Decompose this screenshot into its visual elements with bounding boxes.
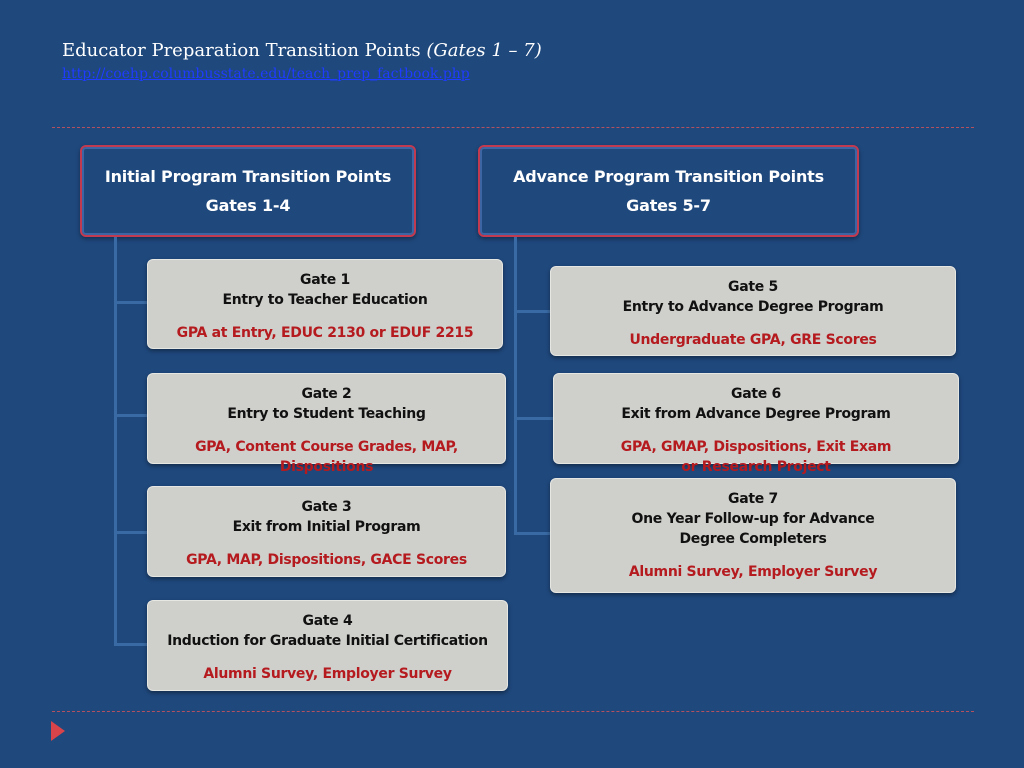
gate-1-label: Gate 1: [300, 272, 350, 288]
initial-connector-branch-3: [114, 531, 148, 534]
advance-program-gates-label: Gates 5-7: [626, 196, 711, 215]
initial-connector-branch-2: [114, 414, 148, 417]
gate-5-box: [550, 266, 956, 356]
gate-7-label: Gate 7: [728, 491, 778, 507]
initial-program-gates-label: Gates 1-4: [205, 196, 291, 215]
advance-connector-branch-3: [514, 532, 551, 535]
gate-2-label: Gate 2: [301, 386, 352, 402]
gate-3-box: [147, 486, 506, 577]
title-main: Educator Preparation Transition Points: [62, 40, 427, 61]
gate-6-label: Gate 6: [731, 386, 781, 402]
bottom-divider: [52, 711, 974, 712]
play-triangle-icon: [51, 721, 65, 741]
gate-5-name: Entry to Advance Degree Program: [622, 299, 884, 315]
advance-program-header: [478, 145, 859, 237]
gate-6-box: [553, 373, 959, 475]
slide-title: [62, 40, 542, 61]
initial-connector-trunk: [114, 237, 117, 646]
gate-2-detail: GPA, Content Course Grades, MAP,: [195, 439, 458, 455]
gate-2-detail-line2: Dispositions: [279, 459, 374, 475]
factbook-link[interactable]: http://coehp.columbusstate.edu/teach_prep_factbook.php: [62, 66, 470, 82]
gate-1-box: [147, 259, 503, 349]
advance-connector-branch-2: [514, 417, 554, 420]
gate-4-label: Gate 4: [302, 613, 353, 629]
initial-program-heading: Initial Program Transition Points: [104, 167, 392, 186]
gate-6-detail: GPA, GMAP, Dispositions, Exit Exam: [620, 439, 892, 455]
initial-program-header: [80, 145, 416, 237]
initial-connector-branch-1: [114, 301, 148, 304]
gate-6-name: Exit from Advance Degree Program: [621, 406, 891, 422]
top-divider: [52, 127, 974, 128]
gate-3-name: Exit from Initial Program: [232, 519, 421, 535]
gate-2-box: [147, 373, 506, 475]
gate-7-box: [550, 478, 956, 593]
gate-3-detail: GPA, MAP, Dispositions, GACE Scores: [186, 552, 467, 568]
gate-4-name: Induction for Graduate Initial Certification: [167, 633, 488, 649]
gate-7-name-line2: Degree Completers: [679, 531, 827, 547]
gate-4-detail: Alumni Survey, Employer Survey: [203, 666, 452, 682]
advance-connector-trunk: [514, 237, 517, 535]
advance-connector-branch-1: [514, 310, 551, 313]
gate-5-label: Gate 5: [728, 279, 778, 295]
advance-program-heading: Advance Program Transition Points: [513, 167, 824, 186]
initial-connector-branch-4: [114, 643, 148, 646]
gate-3-label: Gate 3: [301, 499, 352, 515]
title-gates: (Gates 1 – 7): [426, 40, 542, 61]
gate-6-detail-line2: or Research Project: [681, 459, 831, 475]
gate-1-name: Entry to Teacher Education: [222, 292, 428, 308]
gate-7-name: One Year Follow-up for Advance: [631, 511, 875, 527]
gate-1-detail: GPA at Entry, EDUC 2130 or EDUF 2215: [176, 325, 474, 341]
gate-4-box: [147, 600, 508, 691]
gate-7-detail: Alumni Survey, Employer Survey: [628, 564, 878, 580]
gate-5-detail: Undergraduate GPA, GRE Scores: [629, 332, 877, 348]
gate-2-name: Entry to Student Teaching: [227, 406, 426, 422]
